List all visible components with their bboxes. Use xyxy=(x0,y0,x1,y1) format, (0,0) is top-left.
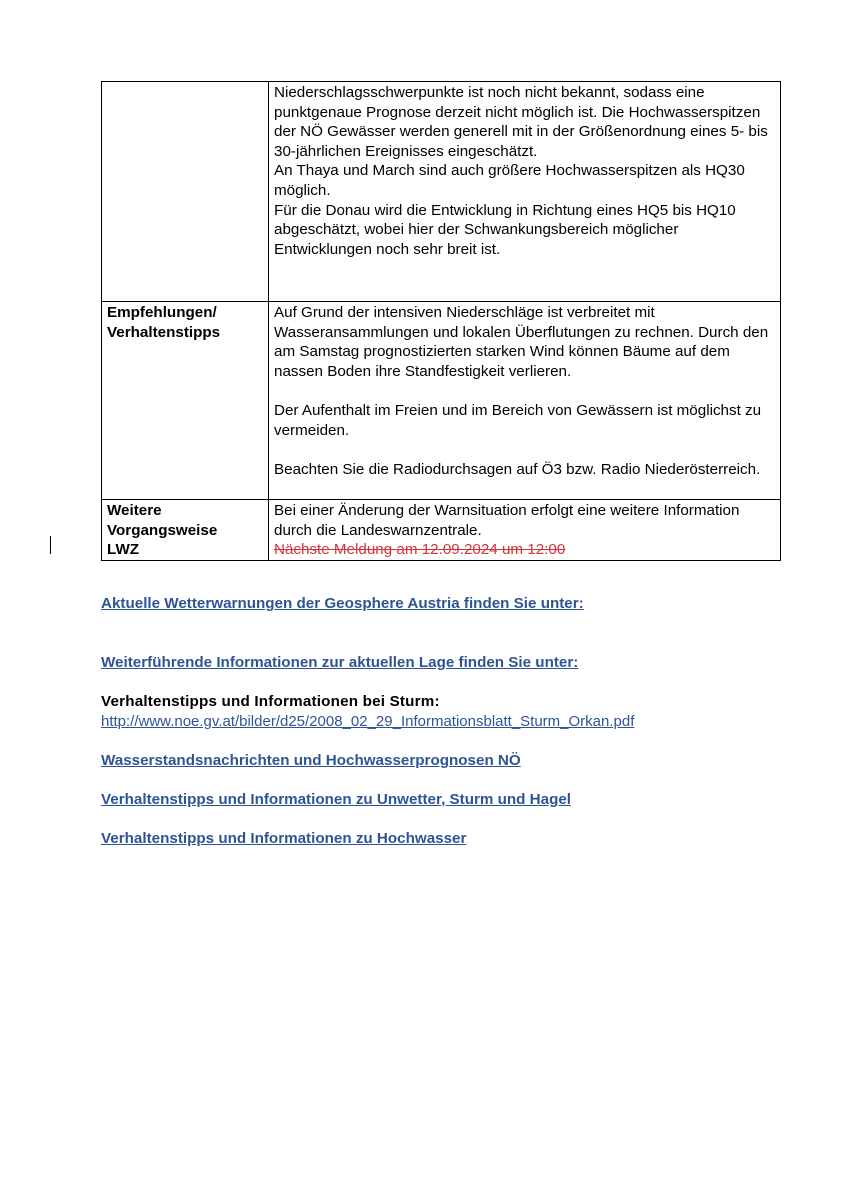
forecast-text-cell xyxy=(269,82,781,302)
water-level-forecast-link[interactable]: Wasserstandsnachrichten und Hochwasserprognosen NÖ xyxy=(101,752,521,769)
storm-tips-heading: Verhaltenstipps und Informationen bei Sturm: xyxy=(101,693,440,710)
label-line: Vorgangsweise xyxy=(107,521,218,539)
row-label-cell xyxy=(102,302,269,500)
storm-hail-tips-link[interactable]: Verhaltenstipps und Informationen zu Unwetter, Sturm und Hagel xyxy=(101,791,572,808)
procedure-paragraph: Bei einer Änderung der Warnsituation erfolgt eine weitere Information durch die Landeswarnzentrale. xyxy=(274,502,740,539)
recommendation-paragraph: Auf Grund der intensiven Niederschläge ist verbreitet mit Wasseransammlungen und lokalen Überflutungen zu rechnen. Durch den am Samstag prognostizierten starken Wind können Bäume auf dem nassen Boden ihre Standfestigkeit verlieren. xyxy=(274,304,769,380)
recommendation-paragraph: Beachten Sie die Radiodurchsagen auf Ö3 bzw. Radio Niederösterreich. xyxy=(274,460,761,478)
label-line: Weitere xyxy=(107,502,162,519)
flood-tips-link[interactable]: Verhaltenstipps und Informationen zu Hochwasser xyxy=(101,830,467,847)
next-report-struck-text: Nächste Meldung am 12.09.2024 um 12:00 xyxy=(274,541,566,559)
row-label-cell xyxy=(102,500,269,561)
row-label-cell xyxy=(102,82,269,302)
recommendation-text-cell xyxy=(269,302,781,500)
donau-paragraph: Für die Donau wird die Entwicklung in Richtung eines HQ5 bis HQ10 abgeschätzt, wobei hier der Schwankungsbereich möglicher Entwicklungen noch sehr breit ist. xyxy=(274,201,736,258)
label-line: LWZ xyxy=(107,541,140,559)
label-line: Empfehlungen/ xyxy=(107,304,217,321)
warning-table xyxy=(101,81,781,561)
table-row xyxy=(102,302,781,500)
current-situation-link[interactable]: Weiterführende Informationen zur aktuellen Lage finden Sie unter: xyxy=(101,654,579,671)
table-row xyxy=(102,82,781,302)
text-cursor xyxy=(50,536,51,554)
procedure-text-cell xyxy=(269,500,781,561)
recommendation-paragraph: Der Aufenthalt im Freien und im Bereich von Gewässern ist möglichst zu vermeiden. xyxy=(274,401,762,439)
forecast-paragraph: Niederschlagsschwerpunkte ist noch nicht bekannt, sodass eine punktgenaue Prognose derzeit nicht möglich ist. Die Hochwasserspitzen der NÖ Gewässer werden generell mit in der Größenordnung eines 5- bis 30-jährlichen Ereignisses eingeschätzt. xyxy=(274,84,768,160)
thaya-march-paragraph: An Thaya und March sind auch größere Hochwasserspitzen als HQ30 möglich. xyxy=(274,162,745,199)
table-row xyxy=(102,500,781,561)
geosphere-warnings-link[interactable]: Aktuelle Wetterwarnungen der Geosphere Austria finden Sie unter: xyxy=(101,595,584,612)
label-line: Verhaltenstipps xyxy=(107,323,221,341)
storm-info-pdf-link[interactable]: http://www.noe.gv.at/bilder/d25/2008_02_29_Informationsblatt_Sturm_Orkan.pdf xyxy=(101,713,635,730)
